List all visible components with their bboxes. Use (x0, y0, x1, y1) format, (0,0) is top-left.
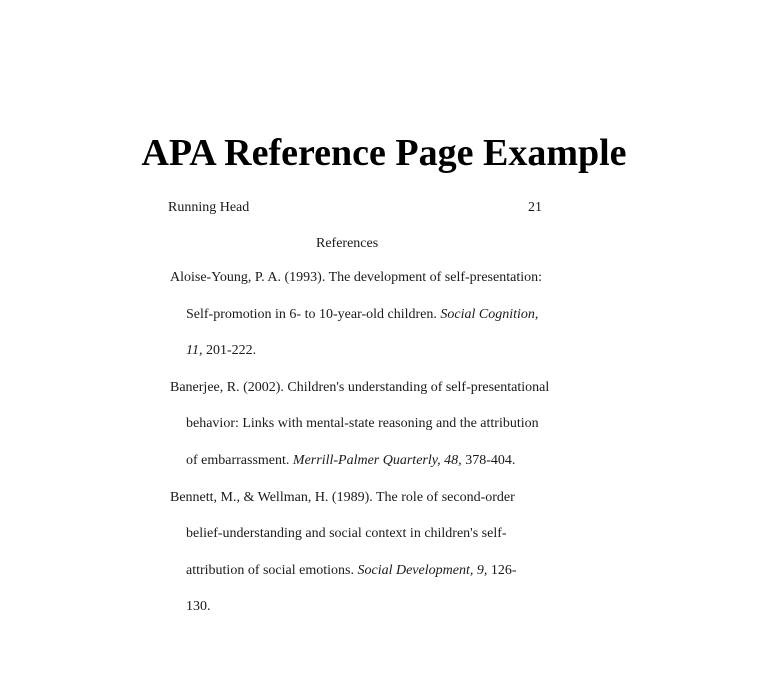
reference-line (170, 269, 542, 287)
reference-line (170, 489, 515, 507)
reference-line (170, 379, 549, 397)
reference-text: Banerjee, R. (2002). Children's understanding of self-presentational (170, 380, 550, 395)
reference-line (186, 562, 517, 580)
reference-line (186, 525, 507, 543)
references-heading: References (316, 236, 379, 251)
reference-line (186, 306, 538, 324)
reference-text: 201-222. (202, 343, 257, 358)
reference-text: belief-understanding and social context in children's self- (186, 526, 507, 541)
reference-italic-text: Social Development, 9, (357, 563, 488, 578)
reference-italic-text: Social Cognition, (440, 307, 539, 322)
reference-text: 378-404. (461, 453, 516, 468)
reference-line (186, 452, 515, 470)
reference-line (186, 342, 256, 360)
page-number: 21 (528, 200, 542, 215)
reference-italic-text: Merrill-Palmer Quarterly, 48, (292, 453, 462, 468)
reference-text: Aloise-Young, P. A. (1993). The development of self-presentation: (170, 270, 542, 285)
page-title: APA Reference Page Example (141, 132, 627, 174)
page-header (168, 200, 542, 220)
reference-text: 130. (186, 599, 211, 614)
reference-italic-text: 11, (186, 343, 203, 358)
reference-text: attribution of social emotions. (186, 563, 358, 578)
reference-text: of embarrassment. (186, 453, 293, 468)
reference-text: Bennett, M., & Wellman, H. (1989). The role of second-order (170, 490, 515, 505)
reference-line (186, 598, 211, 616)
reference-text: 126- (487, 563, 517, 578)
reference-text: Self-promotion in 6- to 10-year-old children. (186, 307, 441, 322)
reference-text: behavior: Links with mental-state reasoning and the attribution (186, 416, 539, 431)
reference-line (186, 415, 539, 433)
running-head: Running Head (168, 200, 250, 215)
